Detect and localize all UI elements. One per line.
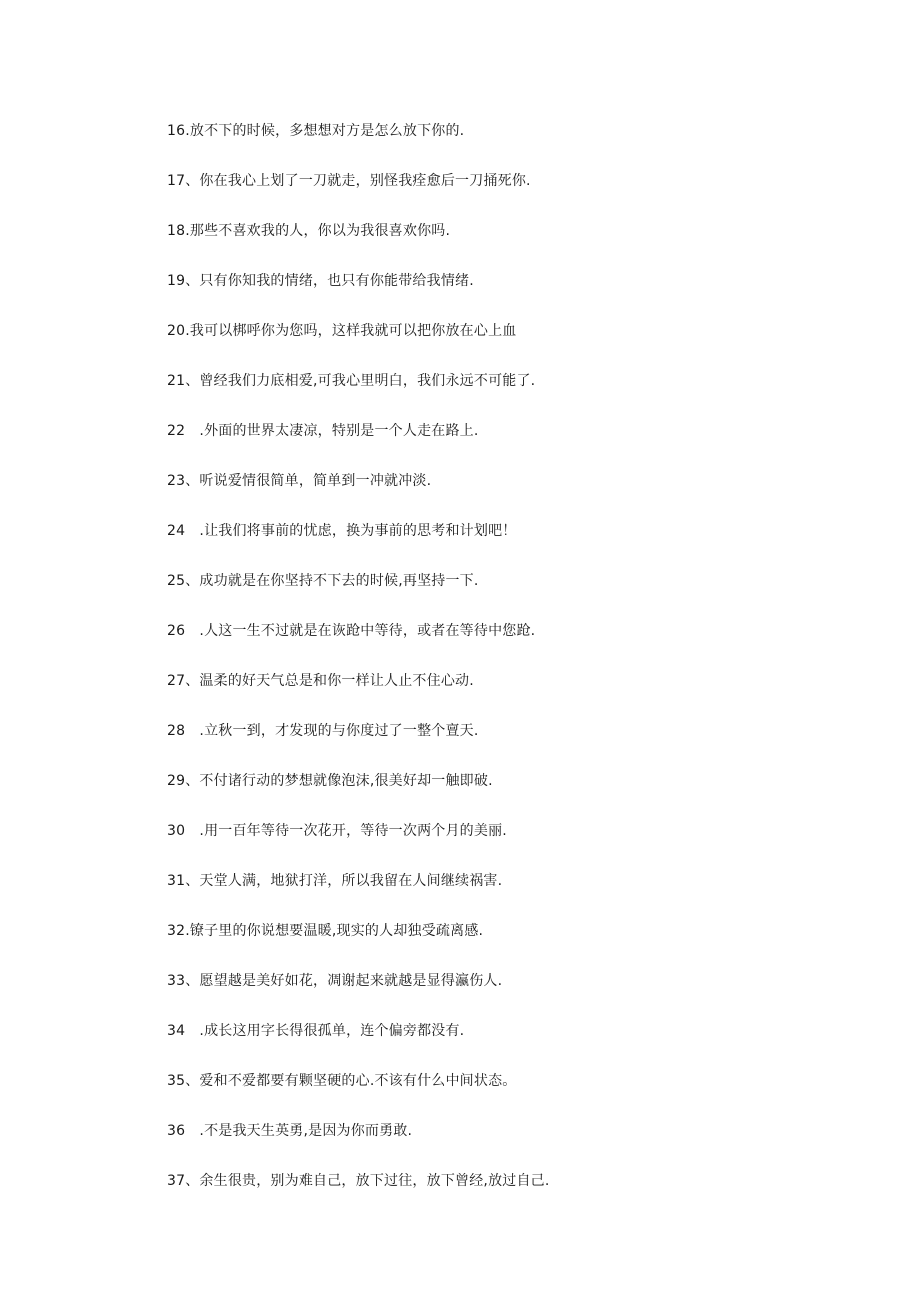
list-item: 23、听说爱情很简单，简单到一冲就冲淡.	[167, 473, 432, 489]
quote-list	[167, 118, 867, 1218]
list-item: 33、愿望越是美好如花，凋谢起来就越是显得瀛伤人.	[167, 973, 503, 989]
list-item: 20.我可以梆呼你为您吗，这样我就可以把你放在心上血	[167, 323, 517, 339]
list-item: 19、只有你知我的情绪，也只有你能带给我情绪.	[167, 273, 474, 289]
list-item: 28 .立秋一到，才发现的与你度过了一整个亶天.	[167, 723, 479, 739]
list-item: 35、爱和不爱都要有颗坚硬的心.不该有什么中间状态。	[167, 1073, 517, 1089]
list-item: 30 .用一百年等待一次花开，等待一次两个月的美丽.	[167, 823, 507, 839]
list-item: 21、曾经我们力底相爱,可我心里明白，我们永远不可能了.	[167, 373, 536, 389]
list-item: 22 .外面的世界太凄凉，特别是一个人走在路上.	[167, 423, 479, 439]
list-item: 36 .不是我天生英勇,是因为你而勇敢.	[167, 1123, 413, 1139]
list-item: 37、余生很贵，别为难自己，放下过往，放下曾经,放过自己.	[167, 1173, 550, 1189]
list-item: 31、天堂人满，地狱打洋，所以我留在人间继续祸害.	[167, 873, 503, 889]
list-item: 29、不付诸行动的梦想就像泡沫,很美好却一触即破.	[167, 773, 493, 789]
list-item: 32.镣子里的你说想要温暖,现实的人却独受疏离感.	[167, 923, 484, 939]
list-item: 34 .成长这用字长得很孤单，连个偏旁都没有.	[167, 1023, 465, 1039]
list-item: 25、成功就是在你坚持不下去的时候,再坚持一下.	[167, 573, 479, 589]
list-item: 27、温柔的好天气总是和你一样让人止不住心动.	[167, 673, 474, 689]
list-item: 16.放不下的时候，多想想对方是怎么放下你的.	[167, 123, 465, 139]
list-item: 17、你在我心上划了一刀就走，别怪我痊愈后一刀捅死你.	[167, 173, 531, 189]
list-item: 24 .让我们将事前的忧虑，换为事前的思考和计划吧！	[167, 523, 517, 539]
list-item: 26 .人这一生不过就是在诙跄中等待，或者在等待中您跄.	[167, 623, 536, 639]
list-item: 18.那些不喜欢我的人，你以为我很喜欢你吗.	[167, 223, 451, 239]
